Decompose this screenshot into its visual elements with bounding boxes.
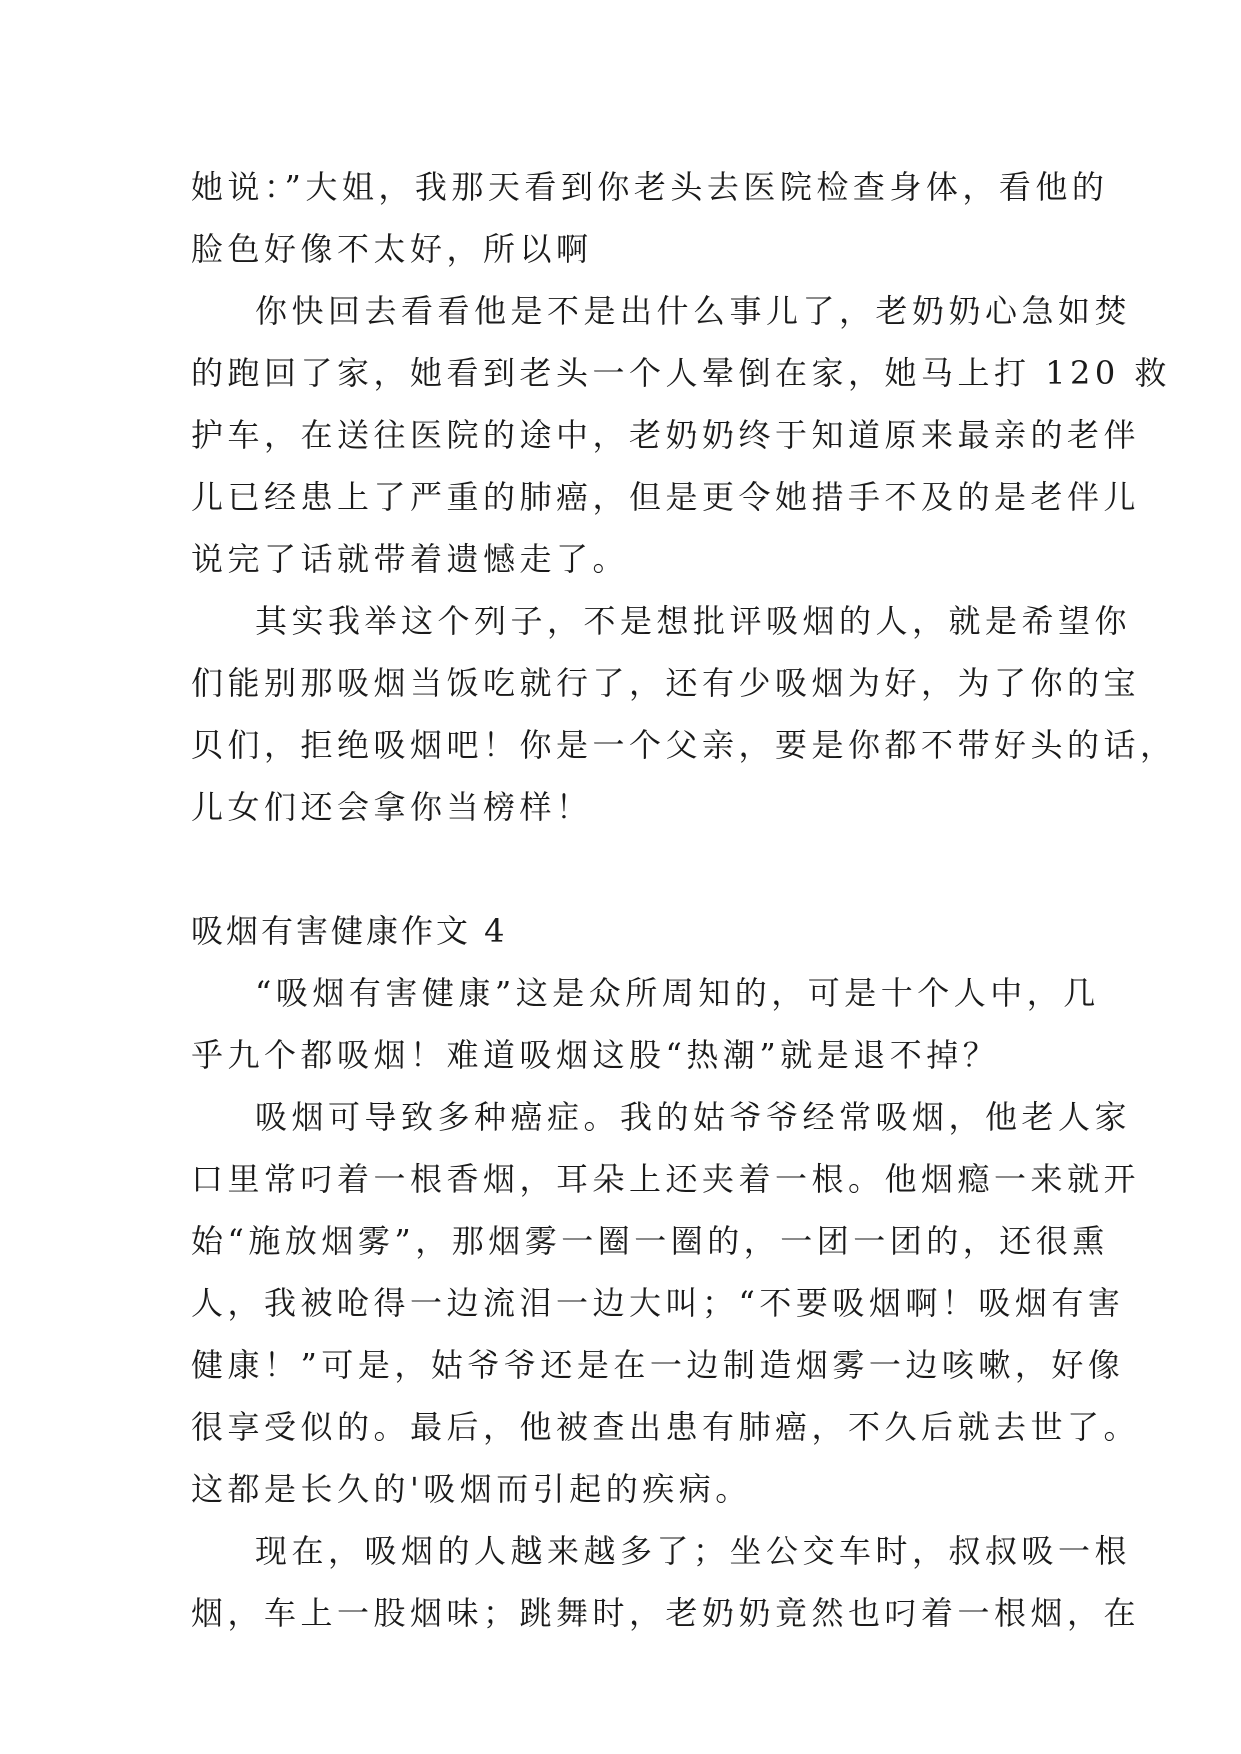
paragraph-line: 乎九个都吸烟！难道吸烟这股“热潮”就是退不掉？ (191, 1036, 1000, 1074)
paragraph-1 (191, 156, 1109, 280)
paragraph-2 (191, 280, 1171, 590)
paragraph-line: “吸烟有害健康”这是众所周知的，可是十个人中，几 (255, 974, 1100, 1012)
paragraph-5 (191, 1086, 1141, 1520)
paragraph-line: 护车，在送往医院的途中，老奶奶终于知道原来最亲的老伴 (191, 416, 1141, 454)
paragraph-line: 她说：”大姐，我那天看到你老头去医院检查身体，看他的 (191, 168, 1109, 206)
paragraph-3 (191, 590, 1177, 838)
paragraph-line: 儿女们还会拿你当榜样！ (191, 788, 593, 826)
paragraph-line: 口里常叼着一根香烟，耳朵上还夹着一根。他烟瘾一来就开 (191, 1160, 1141, 1198)
paragraph-line: 的跑回了家，她看到老头一个人晕倒在家，她马上打 120 救 (191, 354, 1171, 392)
paragraph-line: 们能别那吸烟当饭吃就行了，还有少吸烟为好，为了你的宝 (191, 664, 1141, 702)
paragraph-line: 现在，吸烟的人越来越多了；坐公交车时，叔叔吸一根 (255, 1532, 1132, 1570)
section-heading: 吸烟有害健康作文 4 (191, 912, 508, 950)
paragraph-line: 吸烟可导致多种癌症。我的姑爷爷经常吸烟，他老人家 (255, 1098, 1132, 1136)
paragraph-line: 这都是长久的'吸烟而引起的疾病。 (191, 1470, 752, 1508)
paragraph-4 (191, 962, 1100, 1086)
paragraph-line: 健康！”可是，姑爷爷还是在一边制造烟雾一边咳嗽，好像 (191, 1346, 1125, 1384)
paragraph-6 (191, 1520, 1141, 1644)
paragraph-line: 贝们，拒绝吸烟吧！你是一个父亲，要是你都不带好头的话， (191, 726, 1177, 764)
paragraph-line: 始“施放烟雾”，那烟雾一圈一圈的，一团一团的，还很熏 (191, 1222, 1109, 1260)
paragraph-line: 儿已经患上了严重的肺癌，但是更令她措手不及的是老伴儿 (191, 478, 1141, 516)
paragraph-line: 很享受似的。最后，他被查出患有肺癌，不久后就去世了。 (191, 1408, 1141, 1446)
paragraph-line: 烟，车上一股烟味；跳舞时，老奶奶竟然也叼着一根烟，在 (191, 1594, 1141, 1632)
paragraph-line: 人，我被呛得一边流泪一边大叫；“不要吸烟啊！吸烟有害 (191, 1284, 1125, 1322)
paragraph-line: 说完了话就带着遗憾走了。 (191, 540, 630, 578)
paragraph-line: 你快回去看看他是不是出什么事儿了，老奶奶心急如焚 (255, 292, 1132, 330)
document-page (191, 156, 1177, 1644)
paragraph-line: 其实我举这个列子，不是想批评吸烟的人，就是希望你 (255, 602, 1132, 640)
paragraph-line: 脸色好像不太好，所以啊 (191, 230, 593, 268)
